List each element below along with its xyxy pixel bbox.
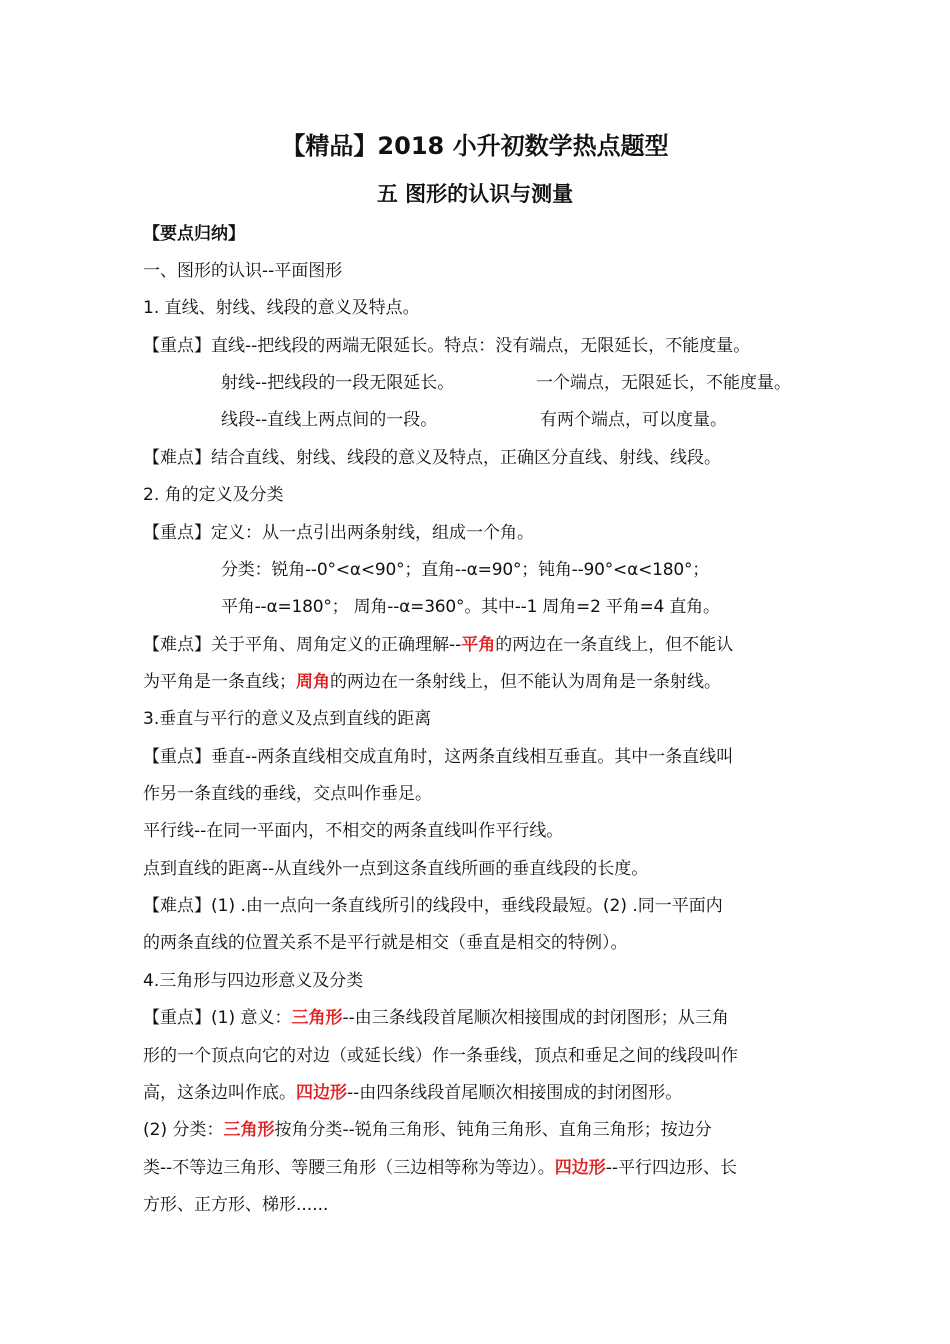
ray-definition: 射线--把线段的一段无限延长。 [221,373,455,393]
item4-heading: 4.三角形与四边形意义及分类 [143,971,364,991]
item4-class-1 [143,1118,712,1142]
text-span: 【难点】关于平角、周角定义的正确理解-- [143,635,462,655]
text-span: (2) 分类： [143,1120,224,1140]
text-span: 类--不等边三角形、等腰三角形（三边相等称为等边）。 [143,1158,555,1178]
text-span: 按角分类--锐角三角形、钝角三角形、直角三角形；按边分 [274,1120,712,1140]
text-span: --由三条线段首尾顺次相接围成的封闭图形；从三角 [342,1008,729,1028]
highlight-triangle: 三角形 [291,1008,343,1028]
highlight-triangle: 三角形 [223,1120,275,1140]
key-points-heading: 【要点归纳】 [143,224,245,244]
text-span: 为平角是一条直线； [143,672,296,692]
text-span: 的两边在一条射线上，但不能认为周角是一条射线。 [330,672,721,692]
angle-classes-2: 平角--α=180°； 周角--α=360°。其中--1 周角=2 平角=4 直角。 [221,597,720,617]
item2-heading: 2. 角的定义及分类 [143,485,284,505]
item1-key-line [143,334,750,358]
item3-difficulty-1: 【难点】(1) .由一点向一条直线所引的线段中，垂线段最短。(2) .同一平面内 [143,896,723,916]
text-span: 的两边在一条直线上，但不能认 [495,635,734,655]
highlight-straight-angle: 平角 [461,635,496,655]
section-subtitle: 五 图形的认识与测量 [376,182,574,206]
item3-difficulty-2: 的两条直线的位置关系不是平行就是相交（垂直是相交的特例）。 [143,933,628,953]
distance-definition: 点到直线的距离--从直线外一点到这条直线所画的垂直线段的长度。 [143,859,649,879]
highlight-quadrilateral: 四边形 [554,1158,606,1178]
page-title: 【精品】2018 小升初数学热点题型 [281,132,669,160]
item2-difficulty-1 [143,633,733,657]
item4-class-2 [143,1156,737,1180]
item1-heading: 1. 直线、射线、线段的意义及特点。 [143,298,420,318]
part-heading: 一、图形的认识--平面图形 [143,261,343,281]
text-span: --平行四边形、长 [605,1158,738,1178]
line-definition: 直线--把线段的两端无限延长。特点：没有端点，无限延长，不能度量。 [211,336,751,356]
highlight-quadrilateral: 四边形 [296,1083,347,1103]
text-span: --由四条线段首尾顺次相接围成的封闭图形。 [347,1083,683,1103]
text-span: 【重点】(1) 意义： [143,1008,292,1028]
item3-heading: 3.垂直与平行的意义及点到直线的距离 [143,709,432,729]
angle-classes-1: 分类：锐角--0°<α<90°；直角--α=90°；钝角--90°<α<180°； [221,560,710,580]
parallel-definition: 平行线--在同一平面内，不相交的两条直线叫作平行线。 [143,821,564,841]
item3-key-1: 【重点】垂直--两条直线相交成直角时，这两条直线相互垂直。其中一条直线叫 [143,747,734,767]
item1-difficulty: 【难点】结合直线、射线、线段的意义及特点，正确区分直线、射线、线段。 [143,448,721,468]
item4-key-3 [143,1081,682,1105]
segment-definition: 线段--直线上两点间的一段。 [221,410,438,430]
item4-key-1 [143,1006,729,1030]
item2-difficulty-2 [143,670,721,694]
item3-key-2: 作另一条直线的垂线，交点叫作垂足。 [143,784,432,804]
item2-key: 【重点】定义：从一点引出两条射线，组成一个角。 [143,523,534,543]
ray-feature: 一个端点，无限延长，不能度量。 [536,373,791,393]
text-span: 高，这条边叫作底。 [143,1083,296,1103]
item4-class-3: 方形、正方形、梯形...... [143,1195,329,1215]
key-label: 【重点】 [143,336,211,356]
item4-key-2: 形的一个顶点向它的对边（或延长线）作一条垂线，顶点和垂足之间的线段叫作 [143,1046,738,1066]
segment-feature: 有两个端点，可以度量。 [540,410,727,430]
highlight-full-angle: 周角 [296,672,330,692]
